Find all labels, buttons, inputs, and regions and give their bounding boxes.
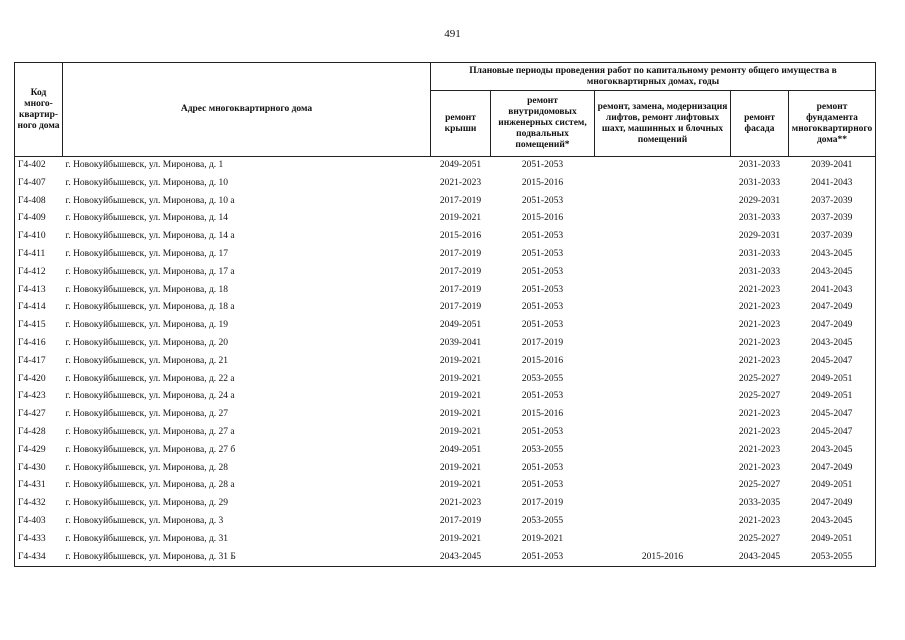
cell-elevators: [595, 442, 731, 460]
cell-systems: 2051-2053: [521, 480, 564, 491]
cell-address: г. Новокуйбышевск, ул. Миронова, д. 22 а: [65, 373, 235, 384]
cell-roof: 2017-2019: [439, 266, 482, 277]
table-row: [15, 210, 876, 228]
cell-address: г. Новокуйбышевск, ул. Миронова, д. 28 а: [65, 480, 235, 491]
cell-roof: 2017-2019: [439, 284, 482, 295]
cell-elevators: [595, 424, 731, 442]
table-row: [15, 353, 876, 371]
cell-systems: 2053-2055: [521, 444, 564, 455]
cell-elevators: [595, 299, 731, 317]
cell-facade: 2029-2031: [738, 195, 781, 206]
cell-address: г. Новокуйбышевск, ул. Миронова, д. 14: [65, 213, 229, 224]
cell-facade: 2021-2023: [738, 444, 781, 455]
cell-foundation: 2047-2049: [789, 460, 876, 478]
cell-elevators: [595, 388, 731, 406]
cell-elevators: [595, 460, 731, 478]
cell-facade: 2029-2031: [738, 231, 781, 242]
cell-address: г. Новокуйбышевск, ул. Миронова, д. 3: [65, 515, 224, 526]
cell-systems: 2051-2053: [521, 284, 564, 295]
cell-foundation: 2037-2039: [789, 228, 876, 246]
cell-code: Г4-434: [15, 549, 63, 567]
cell-foundation: 2037-2039: [789, 193, 876, 211]
header-foundation: ремонт фундамента многоквартирного дома**: [789, 91, 876, 157]
cell-systems: 2051-2053: [521, 248, 564, 259]
cell-code: Г4-402: [15, 157, 63, 175]
cell-code: Г4-413: [15, 282, 63, 300]
cell-code: Г4-423: [15, 388, 63, 406]
header-code: Код много-квартир-ного дома: [15, 63, 63, 157]
header-elevators: ремонт, замена, модернизация лифтов, ремонт лифтовых шахт, машинных и блочных помещений: [595, 91, 731, 157]
cell-systems: 2053-2055: [521, 515, 564, 526]
cell-foundation: 2049-2051: [789, 371, 876, 389]
header-roof: ремонт крыши: [431, 91, 491, 157]
table-row: [15, 264, 876, 282]
table-row: [15, 424, 876, 442]
cell-address: г. Новокуйбышевск, ул. Миронова, д. 27: [65, 409, 229, 420]
cell-foundation: 2037-2039: [789, 210, 876, 228]
cell-code: Г4-408: [15, 193, 63, 211]
cell-facade: 2033-2035: [738, 498, 781, 509]
cell-elevators: [595, 353, 731, 371]
table-row: [15, 477, 876, 495]
cell-systems: 2051-2053: [521, 160, 564, 170]
cell-facade: 2031-2033: [738, 266, 781, 277]
cell-roof: 2019-2021: [439, 373, 482, 384]
cell-elevators: [595, 531, 731, 549]
table-row: [15, 406, 876, 424]
cell-code: Г4-428: [15, 424, 63, 442]
cell-facade: 2031-2033: [738, 160, 781, 170]
table-row: [15, 531, 876, 549]
cell-roof: 2021-2023: [439, 498, 482, 509]
cell-facade: 2021-2023: [738, 320, 781, 331]
cell-systems: 2053-2055: [521, 373, 564, 384]
table-row: [15, 335, 876, 353]
cell-code: Г4-414: [15, 299, 63, 317]
cell-facade: 2043-2045: [731, 549, 789, 567]
cell-roof: 2019-2021: [439, 409, 482, 420]
cell-roof: 2019-2021: [439, 355, 482, 366]
cell-systems: 2051-2053: [491, 549, 595, 567]
cell-elevators: [595, 175, 731, 193]
cell-facade: 2031-2033: [738, 248, 781, 259]
cell-systems: 2051-2053: [521, 231, 564, 242]
table-row: [15, 317, 876, 335]
cell-code: Г4-433: [15, 531, 63, 549]
cell-roof: 2049-2051: [439, 160, 482, 170]
table-row: [15, 175, 876, 193]
cell-address: г. Новокуйбышевск, ул. Миронова, д. 28: [65, 462, 229, 473]
cell-address: г. Новокуйбышевск, ул. Миронова, д. 10 а: [65, 195, 235, 206]
cell-systems: 2017-2019: [521, 498, 564, 509]
cell-elevators: [595, 477, 731, 495]
cell-systems: 2015-2016: [521, 213, 564, 224]
page-number: 491: [444, 28, 461, 40]
table-row: [15, 460, 876, 478]
cell-foundation: 2049-2051: [789, 531, 876, 549]
cell-code: Г4-432: [15, 495, 63, 513]
cell-foundation: 2047-2049: [789, 299, 876, 317]
cell-address: г. Новокуйбышевск, ул. Миронова, д. 20: [65, 337, 229, 348]
cell-elevators: [595, 228, 731, 246]
cell-foundation: 2045-2047: [789, 424, 876, 442]
table-row: [15, 282, 876, 300]
cell-systems: 2015-2016: [521, 355, 564, 366]
cell-foundation: 2049-2051: [789, 477, 876, 495]
cell-foundation: 2043-2045: [789, 335, 876, 353]
cell-code: Г4-420: [15, 371, 63, 389]
cell-elevators: [595, 264, 731, 282]
cell-foundation: 2039-2041: [789, 157, 876, 175]
cell-facade: 2031-2033: [738, 177, 781, 188]
cell-address: г. Новокуйбышевск, ул. Миронова, д. 21: [65, 355, 229, 366]
cell-roof: 2017-2019: [439, 248, 482, 259]
cell-roof: 2043-2045: [431, 549, 491, 567]
cell-facade: 2031-2033: [738, 213, 781, 224]
cell-code: Г4-430: [15, 460, 63, 478]
cell-foundation: 2041-2043: [789, 175, 876, 193]
cell-systems: 2051-2053: [521, 302, 564, 313]
table-row: [15, 228, 876, 246]
cell-code: Г4-407: [15, 175, 63, 193]
cell-foundation: 2041-2043: [789, 282, 876, 300]
cell-roof: 2019-2021: [439, 426, 482, 437]
cell-elevators: [595, 157, 731, 175]
cell-foundation: 2043-2045: [789, 442, 876, 460]
cell-roof: 2019-2021: [439, 462, 482, 473]
cell-systems: 2051-2053: [521, 266, 564, 277]
cell-code: Г4-412: [15, 264, 63, 282]
cell-elevators: [595, 371, 731, 389]
cell-roof: 2019-2021: [439, 391, 482, 402]
table-row: [15, 157, 876, 175]
cell-address: г. Новокуйбышевск, ул. Миронова, д. 10: [65, 177, 229, 188]
header-systems: ремонт внутридомовых инженерных систем, подвальных помещений*: [491, 91, 595, 157]
cell-elevators: [595, 210, 731, 228]
header-facade: ремонт фасада: [731, 91, 789, 157]
cell-code: Г4-416: [15, 335, 63, 353]
cell-facade: 2021-2023: [738, 426, 781, 437]
cell-foundation: 2047-2049: [789, 495, 876, 513]
cell-roof: 2017-2019: [439, 195, 482, 206]
cell-address: г. Новокуйбышевск, ул. Миронова, д. 17: [65, 248, 229, 259]
cell-foundation: 2043-2045: [789, 246, 876, 264]
cell-code: Г4-411: [15, 246, 63, 264]
cell-roof: 2021-2023: [439, 177, 482, 188]
cell-elevators: [595, 406, 731, 424]
cell-address: г. Новокуйбышевск, ул. Миронова, д. 14 а: [65, 231, 235, 242]
table-row: [15, 549, 876, 567]
cell-address: г. Новокуйбышевск, ул. Миронова, д. 17 а: [65, 266, 235, 277]
table-body: [15, 157, 876, 567]
cell-facade: 2021-2023: [738, 355, 781, 366]
cell-facade: 2025-2027: [738, 480, 781, 491]
cell-foundation: 2043-2045: [789, 264, 876, 282]
table-row: [15, 442, 876, 460]
cell-code: Г4-403: [15, 513, 63, 531]
cell-address: г. Новокуйбышевск, ул. Миронова, д. 27 б: [65, 444, 236, 455]
cell-roof: 2019-2021: [439, 480, 482, 491]
cell-foundation: 2047-2049: [789, 317, 876, 335]
capital-repair-table: [14, 62, 876, 567]
cell-facade: 2025-2027: [738, 391, 781, 402]
table-row: [15, 513, 876, 531]
cell-elevators: [595, 317, 731, 335]
cell-systems: 2051-2053: [521, 195, 564, 206]
cell-address: г. Новокуйбышевск, ул. Миронова, д. 18: [65, 284, 229, 295]
cell-facade: 2025-2027: [738, 533, 781, 544]
cell-address: г. Новокуйбышевск, ул. Миронова, д. 31 Б: [63, 549, 431, 567]
header-group: Плановые периоды проведения работ по капитальному ремонту общего имущества в многоквартирных домах, годы: [431, 63, 876, 91]
cell-facade: 2025-2027: [738, 373, 781, 384]
cell-address: г. Новокуйбышевск, ул. Миронова, д. 27 а: [65, 426, 235, 437]
cell-elevators: [595, 282, 731, 300]
table-row: [15, 299, 876, 317]
cell-systems: 2051-2053: [521, 426, 564, 437]
cell-code: Г4-427: [15, 406, 63, 424]
cell-systems: 2017-2019: [521, 337, 564, 348]
cell-systems: 2015-2016: [521, 177, 564, 188]
cell-systems: 2019-2021: [521, 533, 564, 544]
cell-address: г. Новокуйбышевск, ул. Миронова, д. 31: [65, 533, 229, 544]
cell-roof: 2049-2051: [439, 444, 482, 455]
cell-code: Г4-431: [15, 477, 63, 495]
cell-foundation: 2045-2047: [789, 406, 876, 424]
header-address: Адрес многоквартирного дома: [63, 63, 431, 157]
cell-systems: 2051-2053: [521, 391, 564, 402]
table-row: [15, 246, 876, 264]
cell-code: Г4-415: [15, 317, 63, 335]
cell-code: Г4-417: [15, 353, 63, 371]
cell-facade: 2021-2023: [738, 302, 781, 313]
cell-address: г. Новокуйбышевск, ул. Миронова, д. 24 а: [65, 391, 235, 402]
cell-code: Г4-409: [15, 210, 63, 228]
table-row: [15, 495, 876, 513]
cell-foundation: 2049-2051: [789, 388, 876, 406]
cell-code: Г4-410: [15, 228, 63, 246]
cell-roof: 2039-2041: [439, 337, 482, 348]
cell-facade: 2021-2023: [738, 409, 781, 420]
cell-elevators: [595, 513, 731, 531]
cell-roof: 2017-2019: [439, 302, 482, 313]
cell-roof: 2015-2016: [439, 231, 482, 242]
cell-elevators: [595, 335, 731, 353]
cell-systems: 2051-2053: [521, 320, 564, 331]
cell-roof: 2019-2021: [439, 533, 482, 544]
cell-facade: 2021-2023: [738, 284, 781, 295]
cell-elevators: 2015-2016: [595, 549, 731, 567]
cell-foundation: 2043-2045: [789, 513, 876, 531]
cell-elevators: [595, 246, 731, 264]
table-row: [15, 371, 876, 389]
cell-roof: 2049-2051: [439, 320, 482, 331]
cell-roof: 2017-2019: [439, 515, 482, 526]
cell-code: Г4-429: [15, 442, 63, 460]
table-row: [15, 388, 876, 406]
cell-elevators: [595, 495, 731, 513]
table-row: [15, 193, 876, 211]
cell-elevators: [595, 193, 731, 211]
cell-address: г. Новокуйбышевск, ул. Миронова, д. 19: [65, 320, 229, 331]
cell-foundation: 2045-2047: [789, 353, 876, 371]
cell-address: г. Новокуйбышевск, ул. Миронова, д. 29: [65, 498, 229, 509]
cell-facade: 2021-2023: [738, 515, 781, 526]
cell-systems: 2015-2016: [521, 409, 564, 420]
cell-foundation: 2053-2055: [789, 549, 876, 567]
cell-roof: 2019-2021: [439, 213, 482, 224]
cell-systems: 2051-2053: [521, 462, 564, 473]
cell-facade: 2021-2023: [738, 462, 781, 473]
cell-address: г. Новокуйбышевск, ул. Миронова, д. 18 а: [65, 302, 235, 313]
cell-address: г. Новокуйбышевск, ул. Миронова, д. 1: [65, 160, 224, 170]
cell-facade: 2021-2023: [738, 337, 781, 348]
